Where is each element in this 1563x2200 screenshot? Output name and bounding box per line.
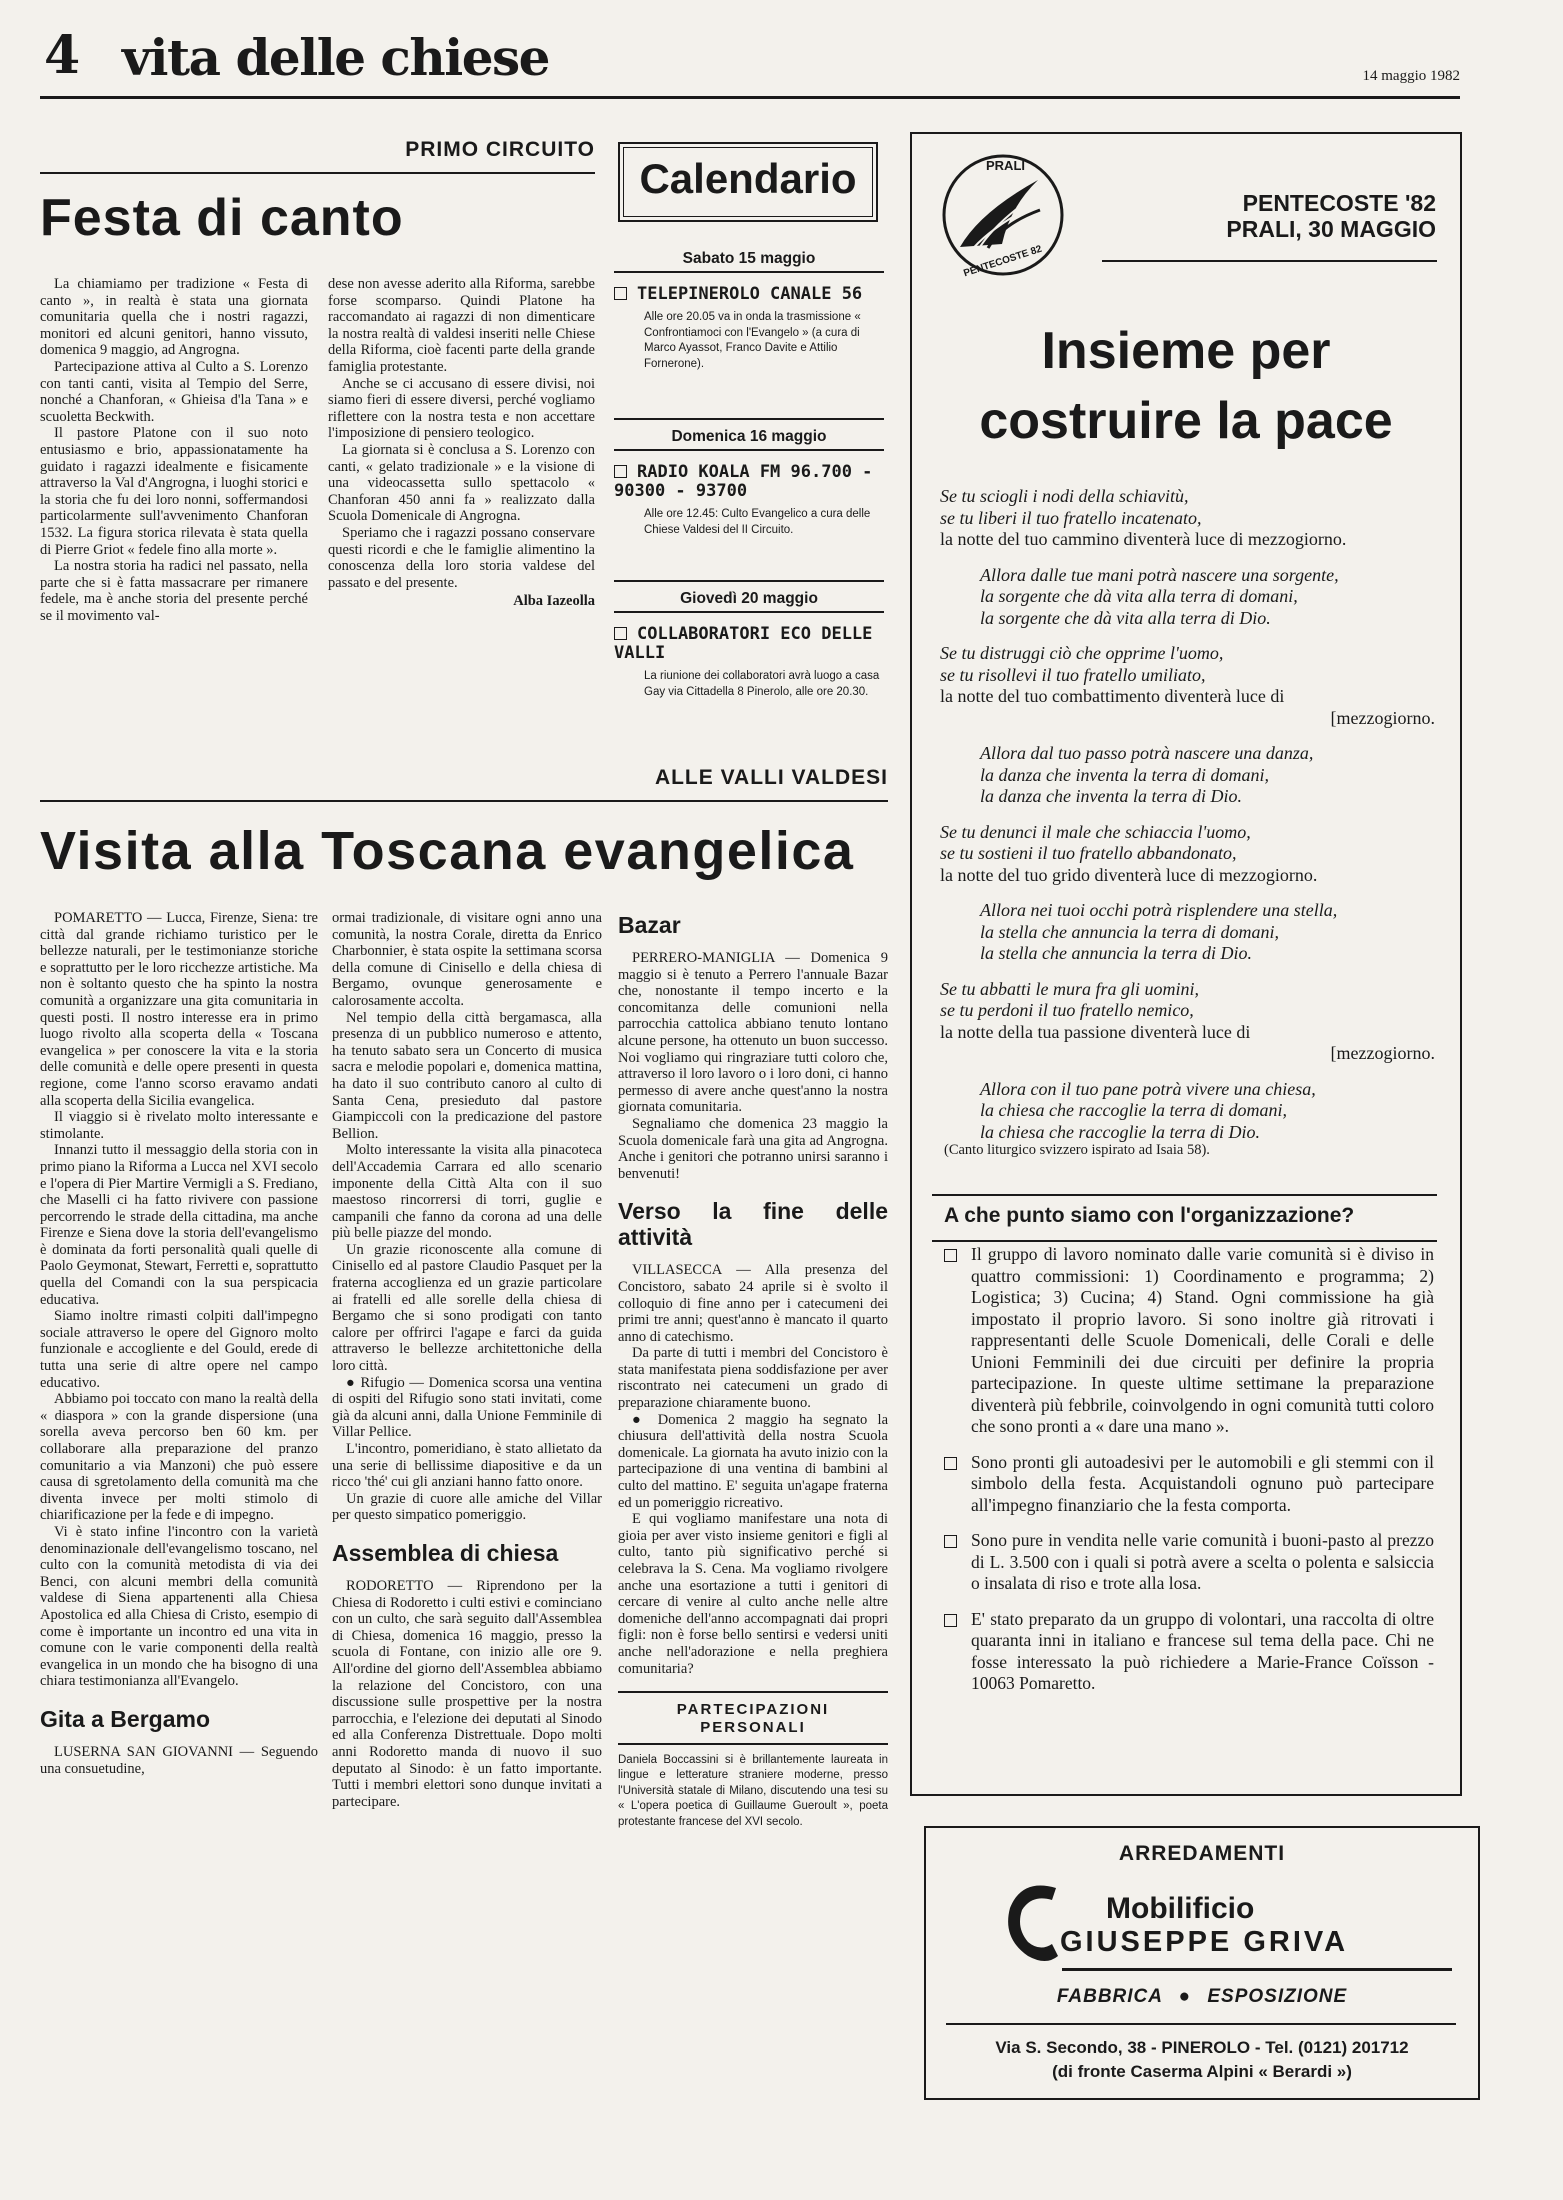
poem-line: la stella che annuncia la terra di domani, (980, 921, 1279, 942)
ad-tagline-left: FABBRICA (1056, 1986, 1163, 2007)
fine-heading: Verso la fine delle attività (618, 1198, 888, 1251)
toscana-title: Visita alla Toscana evangelica (40, 821, 855, 881)
bazar-text: PERRERO-MANIGLIA — Domenica 9 maggio si è tenuto a Perrero l'annuale Bazar che, nonostante il tempo incerto e la concomitanza delle comunioni nella parrocchia cattolica abbiano tenuto lontano alcune persone, ha ottenuto un buon successo. Noi vogliamo qui ringraziare tutti coloro che, attraverso il loro lavoro o i loro doni, ci hanno permesso di avere anche quest'anno la nostra giornata comunitaria. (618, 950, 888, 1116)
logo-text-top: PRALI (986, 158, 1025, 173)
toscana-paragraph: POMARETTO — Lucca, Firenze, Siena: tre città dal grande richiamo turistico per le bellezze naturali, per le testimonianze storiche e soprattutto per le loro ricchezze artistiche. Ma non è soltanto questo che ha spinto la nostra comunità a organizzare una gita comunitaria in questi posti. Il nostro interesse era in primo luogo rivolto alla scoperta della « Toscana evangelica » per conoscere la vita e la storia delle comunità e delle opere presenti in questa regione, come l'anno scorso eravamo andati alla scoperta della Sicilia evangelica. (40, 910, 318, 1109)
ad-address: Via S. Secondo, 38 - PINEROLO - Tel. (0121) 201712 (995, 2038, 1409, 2057)
griva-logo-icon (1002, 1878, 1060, 1964)
cal-date: Giovedì 20 maggio (680, 590, 818, 607)
festa-title: Festa di canto (40, 189, 404, 247)
page-number: 4 (44, 25, 81, 86)
pentecoste-poem (940, 486, 1435, 1143)
assemblea-text: RODORETTO — Riprendono per la Chiesa di Rodoretto i culti estivi e cominciano con un culto, che sarà seguito dall'Assemblea di Chiesa, domenica 16 maggio, presso la scuola di Fontane, con inizio alle ore 9. All'ordine del giorno dell'Assemblea abbiamo la relazione del Concistoro, con una discussione sulle prospettive per la nostra parrocchia, e l'elezione dei deputati al Sinodo ed alla Conferenza Distrettuale. Dopo molti anni Rodoretto manda di nuovo il suo deputato al Sinodo: è un fatto importante. Tutti i membri elettori sono dunque invitati a partecipare. (332, 1577, 602, 1810)
festa-article (40, 130, 595, 730)
page-header (40, 20, 1460, 100)
poem-line: Se tu distruggi ciò che opprime l'uomo, (940, 643, 1224, 663)
fine-text: Da parte di tutti i membri del Concistoro è stata manifestata piena soddisfazione per aver riscontrato nei catecumeni un grado di preparazione chiaramente buono. (618, 1345, 888, 1412)
poem-line: Se tu abbatti le mura fra gli uomini, (940, 978, 1199, 999)
poem-line: la stella che annuncia la terra di Dio. (980, 943, 1252, 963)
toscana-kicker-rule (40, 800, 888, 802)
header-rule (40, 96, 1460, 99)
fine-text: ● Domenica 2 maggio ha segnato la chiusura dell'attività della nostra Scuola domenicale. La giornata ha avuto inizio con la partecipazione di una ventina di bambini al culto del mattino. E' seguita un'agape fraterna ed un pomeriggio ricreativo. (618, 1411, 888, 1511)
pentecoste-logo (940, 152, 1066, 278)
cal-item-title: TELEPINEROLO CANALE 56 (614, 285, 884, 304)
cal-item-body: Alle ore 12.45: Culto Evangelico a cura delle Chiese Valdesi del II Circuito. (644, 508, 871, 536)
festa-paragraph: Anche se ci accusano di essere divisi, noi siamo fieri di essere diversi, perché vogliamo riflettere con la nostra testa e non accettare l'imposizione di pensiero teologico. (328, 375, 595, 442)
issue-date: 14 maggio 1982 (1362, 68, 1460, 84)
checkbox-icon (944, 1614, 957, 1627)
bazar-text: Segnaliamo che domenica 23 maggio la Scuola domenicale farà una gita ad Angrogna. Anche i genitori che potranno unirsi saranno i benvenuti! (618, 1115, 888, 1182)
cal-day-2 (614, 428, 884, 538)
checkbox-icon (944, 1535, 957, 1548)
checkbox-icon (614, 287, 627, 300)
toscana-paragraph: Un grazie di cuore alle amiche del Villar per questo simpatico pomeriggio. (332, 1490, 602, 1524)
cal-item-body: La riunione dei collaboratori avrà luogo a casa Gay via Cittadella 8 Pinerolo, alle ore 20.30. (644, 670, 880, 698)
bullet-icon: ● (1178, 1986, 1192, 2007)
poem-line: Allora dal tuo passo potrà nascere una danza, (980, 743, 1314, 763)
fine-text: E qui vogliamo manifestare una nota di gioia per aver visto insieme genitori e figli al culto, tanto più significativo perché si celebrava la S. Cena. Ma vogliamo rivolgere anche una esortazione a tutti i genitori di cercare di venire al culto anche nelle altre domeniche dell'anno accompagnati dai propri figli: non è forse bello sentirsi e vedersi uniti anche nell'adorazione e nella preghiera comunitaria? (618, 1511, 888, 1677)
poem-line: Se tu sciogli i nodi della schiavitù, (940, 486, 1189, 506)
org-item: Sono pronti gli autoadesivi per le automobili e gli stemmi con il simbolo della festa. Acquistandoli ognuno può partecipare all'impegno finanziario che la festa comporta. (944, 1452, 1434, 1517)
poem-line: se tu sostieni il tuo fratello abbandonato, (940, 843, 1237, 863)
event-line-1: PENTECOSTE '82 (1242, 190, 1436, 216)
checkbox-icon (944, 1249, 957, 1262)
bazar-heading: Bazar (618, 912, 681, 938)
cal-date: Domenica 16 maggio (671, 428, 827, 445)
toscana-paragraph: ormai tradizionale, di visitare ogni anno una comunità, la nostra Corale, diretta da Enrico Charbonnier, è stata ospite la settimana scorsa della comune di Cinisello e della chiesa di Bergamo, ovunque generosamente e calorosamente accolta. (332, 910, 602, 1009)
festa-author: Alba Iazeolla (513, 593, 595, 610)
toscana-col1 (40, 910, 318, 1777)
pentecoste-panel (910, 132, 1462, 1796)
calendario-box (614, 142, 884, 732)
cal-item-body: Alle ore 20.05 va in onda la trasmissione « Confrontiamoci con l'Evangelo » (a cura di Marco Ayassot, Franco Davite e Attilio Fornerone). (644, 311, 861, 370)
festa-paragraph: Speriamo che i ragazzi possano conservare questi ricordi e che le famiglie alimentino la conoscenza della loro storia valdese del passato e del presente. (328, 524, 595, 591)
festa-col1 (40, 276, 308, 624)
cal-day-1 (614, 250, 884, 372)
poem-line: Allora dalle tue mani potrà nascere una sorgente, (980, 564, 1339, 585)
ad-address-2: (di fronte Caserma Alpini « Berardi ») (1052, 2062, 1352, 2081)
partecipazioni-text: Daniela Boccassini si è brillantemente laureata in lingue e letterature straniere moderne, presso l'Università statale di Milano, discutendo una tesi su « L'opera poetica di Guillaume Gueroult », poeta protestante francese del XVI secolo. (618, 1753, 888, 1828)
poem-line: Se tu denunci il male che schiaccia l'uomo, (940, 821, 1251, 842)
event-line-2: PRALI, 30 MAGGIO (1226, 216, 1436, 242)
pentecoste-event (1226, 190, 1436, 242)
festa-col2 (328, 276, 595, 610)
poem-line: Allora nei tuoi occhi potrà risplendere una stella, (980, 900, 1338, 920)
poem-line: la danza che inventa la terra di domani, (980, 764, 1269, 785)
logo-text-bottom: PENTECOSTE 82 (962, 243, 1044, 280)
poem-line: [mezzogiorno. (1330, 707, 1435, 728)
org-list (944, 1244, 1434, 1695)
toscana-paragraph: L'incontro, pomeridiano, è stato allietato da una serie di bellissime diapositive e da un ricco 'thé' cui gli anziani hanno fatto onore. (332, 1441, 602, 1491)
calendario-title: Calendario (639, 155, 857, 202)
poem-line: se tu liberi il tuo fratello incatenato, (940, 507, 1202, 528)
toscana-col2 (332, 910, 602, 1810)
headline-line-1: Insieme per (1041, 322, 1331, 380)
festa-kicker: PRIMO CIRCUITO (405, 138, 595, 161)
org-heading: A che punto siamo con l'organizzazione? (944, 1202, 1360, 1230)
toscana-paragraph: Il viaggio si è rivelato molto interessante e stimolante. (40, 1109, 318, 1142)
poem-line: la chiesa che raccoglie la terra di domani, (980, 1100, 1287, 1120)
org-item: Sono pure in vendita nelle varie comunità i buoni-pasto al prezzo di L. 3.500 con i quali si potrà avere a scelta o polenta e salsiccia o insalata di riso e trote alla losa. (944, 1530, 1434, 1595)
org-item: Il gruppo di lavoro nominato dalle varie comunità si è diviso in quattro commissioni: 1) Coordinamento e programma; 2) Logistica; 3) Cucina; 4) Stand. Ogni commissione ha già impostato il proprio lavoro. Si sono inoltre già ritrovati i rappresentanti delle Scuole Domenicali, delle Corali e delle Unioni Femminili dei due circuiti per definire la propria partecipazione. In queste ultime settimane la preparazione diventerà più febbrile, coinvolgendo in ogni comunità tutti coloro che sono pronti a « dare una mano ». (944, 1244, 1434, 1438)
poem-line: la notte del tuo combattimento diventerà luce di (940, 686, 1285, 706)
checkbox-icon (614, 465, 627, 478)
poem-line: la chiesa che raccoglie la terra di Dio. (980, 1121, 1260, 1142)
poem-line: la notte del tuo grido diventerà luce di mezzogiorno. (940, 864, 1318, 885)
griva-ad (924, 1826, 1480, 2100)
section-title: vita delle chiese (122, 28, 549, 87)
festa-paragraph: Il pastore Platone con il suo noto entusiasmo e brio, appassionatamente ha guidato i ragazzi idealmente e fisicamente attraverso la Val d'Angrogna, i luoghi storici e la storia che fu dei loro nonni, soffermandosi particolarmente sull'avvenimento Chanforan 1532. La figura storica rilevata è stata quella di Pierre Griot « fedele fino alla morte ». (40, 425, 308, 558)
calendario-title-frame (618, 142, 878, 222)
poem-line: la notte della tua passione diventerà luce di (940, 1021, 1251, 1042)
gita-text: LUSERNA SAN GIOVANNI — Seguendo una consuetudine, (40, 1743, 318, 1777)
poem-line: Allora con il tuo pane potrà vivere una chiesa, (980, 1078, 1316, 1099)
pentecoste-top-rule (1102, 260, 1437, 262)
poem-line: se tu perdoni il tuo fratello nemico, (940, 1000, 1194, 1020)
toscana-paragraph: Innanzi tutto il messaggio della storia con in primo piano la Riforma a Lucca nel XVI secolo e l'opera di Pier Martire Vermigli a S. Frediano, che Maselli ci ha fatto rivivere con passione percorrendo le strade della cittadina, ma anche Firenze e Siena dove la storia dell'evangelismo è dominata da forti personalità quali quelle di Paolo Geymonat, Stewart, Ferretti e, soprattutto quella del Comandi con la sua perspicacia educativa. (40, 1142, 318, 1308)
gita-heading: Gita a Bergamo (40, 1705, 210, 1732)
ad-top-label: ARREDAMENTI (1118, 1842, 1286, 1865)
poem-line: la sorgente che dà vita alla terra di Dio. (980, 607, 1271, 628)
ad-tagline (926, 1986, 1478, 2008)
toscana-kicker: ALLE VALLI VALDESI (654, 766, 888, 789)
toscana-paragraph: Vi è stato infine l'incontro con la varietà denominazionale dell'evangelismo toscano, nel culto con la comunità metodista di via dei Benci, con alcuni membri della comunità valdese di Siena appartenenti alla Chiesa Apostolica ed alla Chiesa di Cristo, esempio di come è importante un incontro ed una vita in comune con le varie componenti della realtà evangelica in un mondo che ha bisogno di una chiara testimonianza all'Evangelo. (40, 1523, 318, 1690)
festa-paragraph: La giornata si è conclusa a S. Lorenzo con canti, « gelato tradizionale » e la visione di una videocassetta sullo spettacolo « Chanforan 450 anni fa » realizzato dalla Scuola Domenicale di Angrogna. (328, 441, 595, 525)
fine-text: VILLASECCA — Alla presenza del Concistoro, sabato 24 aprile si è svolto il colloquio di fine anno per i catecumeni dei primi tre anni; quest'anno è mancato il quarto anno di catechismo. (618, 1262, 888, 1345)
festa-paragraph: La chiamiamo per tradizione « Festa di canto », in realtà è stata una giornata comunitaria quella che i nostri ragazzi, monitori ed alcuni genitori, hanno vissuto, domenica 9 maggio, ad Angrogna. (40, 276, 308, 359)
festa-kicker-rule (40, 172, 595, 174)
toscana-paragraph: Un grazie riconoscente alla comune di Cinisello ed al pastore Claudio Pasquet per la fraterna accoglienza ed un grazie particolare ai fratelli ed alle sorelle della chiesa di Bergamo che si sono prodigati con tanto calore per offrirci l'agape e farci da guida attraverso le bellezze architettoniche della loro città. (332, 1241, 602, 1375)
toscana-paragraph: ● Rifugio — Domenica scorsa una ventina di ospiti del Rifugio sono stati invitati, come già da alcuni anni, dalla Unione Femminile di Villar Pellice. (332, 1374, 602, 1441)
ad-brand-line-1: Mobilificio (1106, 1892, 1255, 1925)
assemblea-heading: Assemblea di chiesa (332, 1539, 559, 1566)
toscana-paragraph: Abbiamo poi toccato con mano la realtà della « diaspora » con la grande dispersione (una sorella aveva percorso ben 60 km. per collaborare alla preparazione del pranzo comunitario a via Manzoni) che può essere causa di sgretolamento della comunità ma che diventa invece per molti stimolo di chiarificazione per la fede e di impegno. (40, 1391, 318, 1524)
cal-date: Sabato 15 maggio (682, 250, 816, 267)
festa-paragraph: Partecipazione attiva al Culto a S. Lorenzo con tanti canti, visita al Tempio del Serre, nonché a Chanforan, « Ghieisa d'la Tana » e scuoletta Beckwith. (40, 358, 308, 425)
toscana-paragraph: Nel tempio della città bergamasca, alla presenza di un pubblico numeroso e attento, ha tenuto sabato sera un Concerto di musica sacra e melodie popolari e, domenica mattina, ha dato il suo contributo canoro al culto di Santa Cena, presieduto dal pastore Giampiccoli con la predicazione del pastore Bellion. (332, 1009, 602, 1142)
checkbox-icon (614, 627, 627, 640)
headline-line-2: costruire la pace (979, 392, 1393, 450)
toscana-paragraph: Molto interessante la visita alla pinacoteca dell'Accademia Carrara ed allo scenario imponente della Città Alta con il suo maestoso rincorrersi di torri, guglie e campanili che fanno da corona ad una delle più belle piazze del mondo. (332, 1142, 602, 1242)
pentecoste-headline (912, 316, 1460, 456)
toscana-paragraph: Siamo inoltre rimasti colpiti dall'impegno sociale attraverso le opere del Gignoro molto funzionale e accogliente e del Gould, erede di tutta una serie di altre opere nel campo educativo. (40, 1308, 318, 1391)
cal-item-title: RADIO KOALA FM 96.700 - 90300 - 93700 (614, 462, 873, 501)
poem-line: se tu risollevi il tuo fratello umiliato, (940, 664, 1206, 685)
ad-brand-line-2: GIUSEPPE GRIVA (1060, 1926, 1349, 1958)
poem-line: la sorgente che dà vita alla terra di domani, (980, 586, 1298, 606)
toscana-col3 (618, 912, 888, 1830)
ad-tagline-right: ESPOSIZIONE (1207, 1986, 1348, 2007)
checkbox-icon (944, 1457, 957, 1470)
festa-paragraph: La nostra storia ha radici nel passato, nella parte che si è fatta massacrare per rimanere fedele, ma è anche storia del presente perché se il movimento val- (40, 558, 308, 624)
poem-source: (Canto liturgico svizzero ispirato ad Isaia 58). (944, 1142, 1210, 1158)
poem-line: la notte del tuo cammino diventerà luce di mezzogiorno. (940, 529, 1347, 549)
griva-logo (1002, 1878, 1060, 1964)
festa-paragraph: dese non avesse aderito alla Riforma, sarebbe forse scomparso. Quindi Platone ha raccomandato ai ragazzi di non dimenticare la nostra realtà di valdesi inseriti nelle Chiese della Riforma, cioè facenti parte della grande famiglia protestante. (328, 276, 595, 375)
cal-day-3 (614, 590, 884, 700)
org-item: E' stato preparato da un gruppo di volontari, una raccolta di oltre quaranta inni in italiano e francese sul tema della pace. Chi ne fosse interessato la può richiedere a Marie-France Coïsson - 10063 Pomaretto. (944, 1609, 1434, 1695)
poem-line: [mezzogiorno. (1330, 1043, 1435, 1063)
poem-line: la danza che inventa la terra di Dio. (980, 786, 1242, 806)
cal-item-title: COLLABORATORI ECO DELLE VALLI (614, 624, 873, 663)
partecipazioni-heading: PARTECIPAZIONI PERSONALI (676, 1701, 830, 1737)
